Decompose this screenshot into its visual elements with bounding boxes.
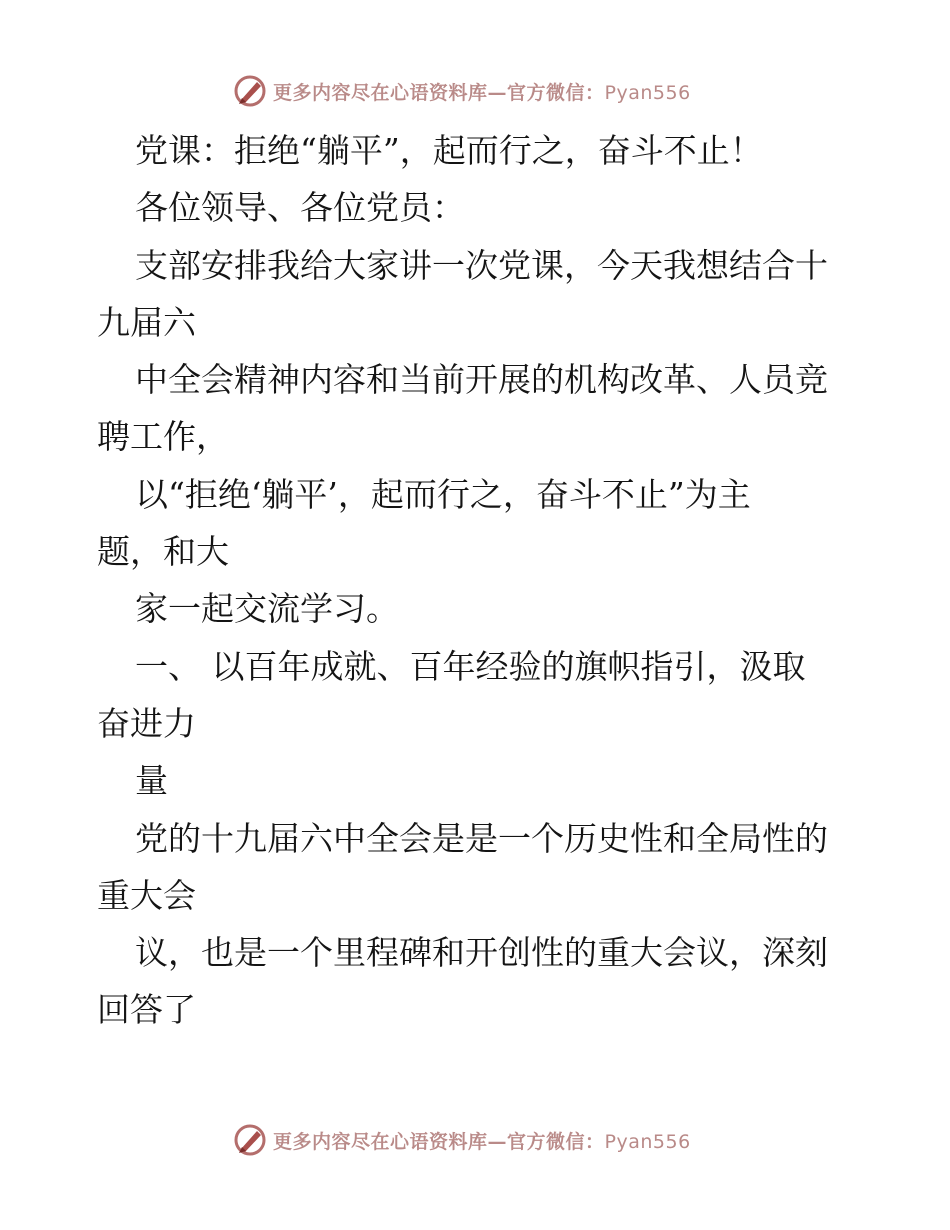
salutation: 各位领导、各位党员： xyxy=(135,188,465,228)
pen-seal-logo-icon xyxy=(233,1123,267,1157)
paragraph-line: 聘工作， xyxy=(97,417,229,457)
paragraph-line: 党的十九届六中全会是是一个历史性和全局性的 xyxy=(135,818,828,858)
section-heading: 奋进力 xyxy=(97,703,196,743)
section-heading: 量 xyxy=(135,761,168,801)
section-heading: 一、 以百年成就、百年经验的旗帜指引，汲取 xyxy=(135,646,806,686)
paragraph-line: 重大会 xyxy=(97,875,196,915)
watermark-text: 更多内容尽在心语资料库—官方微信：Pyan556 xyxy=(273,81,691,104)
paragraph-line: 题，和大 xyxy=(97,532,229,572)
paragraph-line: 以“拒绝‘躺平’，起而行之，奋斗不止”为主 xyxy=(135,474,751,514)
paragraph-line: 九届六 xyxy=(97,302,196,342)
document-body xyxy=(97,122,857,1039)
paragraph-line: 回答了 xyxy=(97,990,196,1030)
watermark-text: 更多内容尽在心语资料库—官方微信：Pyan556 xyxy=(273,1130,691,1153)
document-title: 党课：拒绝“躺平”，起而行之，奋斗不止！ xyxy=(135,131,763,170)
header-watermark xyxy=(233,72,691,110)
paragraph-line: 家一起交流学习。 xyxy=(135,589,399,629)
paragraph-line: 议，也是一个里程碑和开创性的重大会议，深刻 xyxy=(135,933,828,973)
footer-watermark xyxy=(233,1121,691,1159)
pen-seal-logo-icon xyxy=(233,74,267,108)
paragraph-line: 支部安排我给大家讲一次党课，今天我想结合十 xyxy=(135,245,828,285)
paragraph-line: 中全会精神内容和当前开展的机构改革、人员竞 xyxy=(135,360,828,400)
